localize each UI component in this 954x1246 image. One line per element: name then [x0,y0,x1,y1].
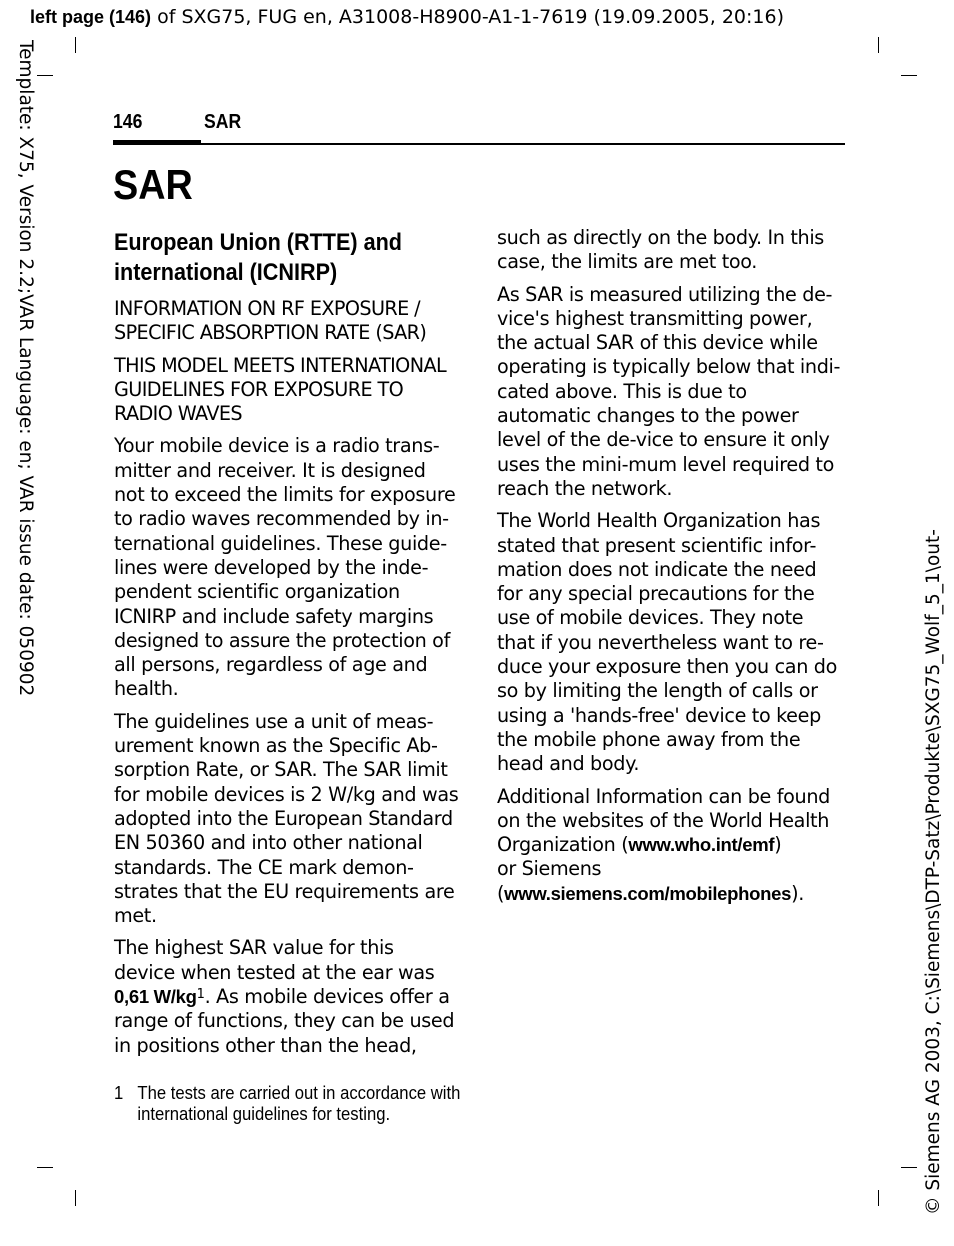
close-paren: ) [774,833,782,857]
sar-intro-text: The highest SAR value for this device when tested at the ear was [114,936,435,984]
template-info: Template: X75, Version 2.2;VAR Language: en; VAR issue date: 050902 [15,40,36,697]
paragraph-rf-exposure: INFORMATION ON RF EXPOSURE / SPECIFIC ABSORPTION RATE (SAR) [114,297,427,345]
right-column [497,226,845,914]
open-paren: ( [497,881,505,905]
siemens-link[interactable]: www.siemens.com/mobilephones [504,882,792,904]
closing-punctuation: ). [791,881,805,905]
paragraph-highest-sar [114,936,459,1057]
who-link[interactable]: www.who.int/emf [628,834,775,856]
paragraph-on-body: such as directly on the body. In this case, the limits are met too. [497,226,824,274]
running-section-title: SAR [204,111,242,133]
crop-mark [878,1190,879,1206]
print-header [30,6,784,28]
crop-mark [37,1167,53,1168]
paragraph-radio-transmitter: Your mobile device is a radio trans-mitter and receiver. It is designed not to exceed the limits for exposure to radio waves recommended by in-ternational guidelines. These guide-lines were developed by the inde-pendent scientific organization ICNIRP and include safety margins designed to assure the protection of all persons, regardless of age and health. [114,434,456,701]
running-page-number: 146 [113,111,143,133]
sar-value: 0,61 W/kg [114,986,197,1008]
paragraph-model-meets: THIS MODEL MEETS INTERNATIONAL GUIDELINES FOR EXPOSURE TO RADIO WAVES [114,353,447,426]
sar-continuation-text: . As mobile devices offer a range of functions, they can be used in positions other than the head, [114,985,455,1057]
footnote-number: 1 [114,1082,124,1103]
print-header-info: of SXG75, FUG en, A31008-H8900-A1-1-7619 (19.09.2005, 20:16) [151,6,785,28]
page-title: SAR [113,161,193,208]
additional-info-text: Additional Information can be found on the websites of the World Health Organization ( [497,784,830,857]
paragraph-who-statement: The World Health Organization has stated that present scientific infor-mation does not indicate the need for any special precautions for the use of mobile devices. They note that if you nevertheless want to re-duce your exposure then you can do so by limiting the length of calls or using a 'hands-free' device to keep the mobile phone away from the head and body. [497,509,837,776]
footnote-ref: 1 [196,987,205,1003]
crop-mark [75,37,76,53]
footnote [114,1082,461,1124]
or-siemens-text: or Siemens [497,857,602,881]
print-header-page: left page (146) [30,7,152,27]
header-rule [113,143,845,145]
crop-mark [901,75,917,76]
crop-mark [901,1167,917,1168]
paragraph-additional-info [497,785,845,906]
right-margin-note [918,515,948,1215]
footnote-text: The tests are carried out in accordance with international guidelines for testing. [137,1082,461,1124]
left-column [114,226,459,1066]
copyright-path: © Siemens AG 2003, C:\Siemens\DTP-Satz\Produkte\SXG75_Wolf_5_1\out- [923,529,944,1215]
left-margin-note [10,40,38,710]
section-heading: European Union (RTTE) and international (ICNIRP) [114,229,402,286]
crop-mark [75,1190,76,1206]
paragraph-guidelines-unit: The guidelines use a unit of meas-urement known as the Specific Ab-sorption Rate, or SAR. The SAR limit for mobile devices is 2 W/kg and was adopted into the European Standard EN 50360 and into other national standards. The CE mark demon-strates that the EU requirements are met. [114,709,459,928]
crop-mark [878,37,879,53]
paragraph-measured-power: As SAR is measured utilizing the de-vice's highest transmitting power, the actual SAR of this device while operating is typically below that indi-cated above. This is due to automatic changes to the power level of the de-vice to ensure it only uses the mini-mum level required to reach the network. [497,282,841,500]
crop-mark [37,75,53,76]
